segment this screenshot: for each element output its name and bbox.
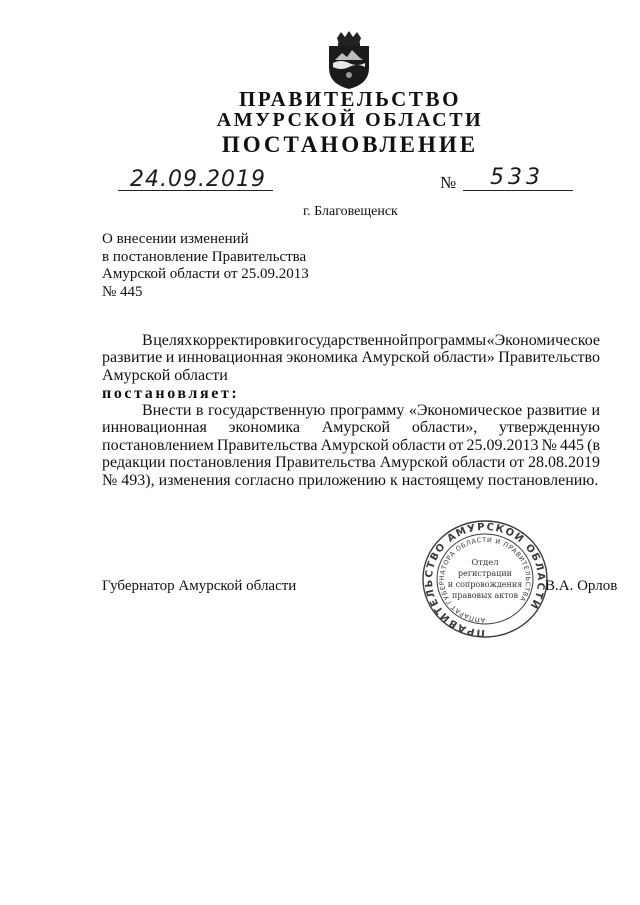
stamp-center-line: правовых актов (452, 591, 518, 600)
subject-line: Амурской области от 25.09.2013 (102, 266, 309, 282)
subject-line: в постановление Правительства (102, 248, 307, 265)
operative-line-2: инновационная экономика Амурской области», утвержденную (102, 419, 600, 437)
subject-block (102, 231, 309, 301)
operative-line-3: постановлением Правительства Амурской области от 25.09.2013 № 445 (в (102, 436, 600, 454)
header-region: АМУРСКОЙ ОБЛАСТИ (216, 109, 484, 131)
date-underline (118, 190, 273, 191)
number-underline (463, 190, 573, 191)
preamble-line-2: развитие и инновационная экономика Амурской области» Правительство (102, 349, 600, 367)
signatory-title: Губернатор Амурской области (102, 578, 297, 594)
signatory-name: В.А. Орлов (545, 578, 618, 594)
amur-coat-of-arms-icon (325, 30, 373, 90)
operative-line-5: № 493), изменения согласно приложению к настоящему постановлению. (102, 471, 599, 489)
document-date: 24.09.2019 (130, 167, 266, 192)
preamble-line-1: В целях корректировки государственной программы «Экономическое (142, 332, 600, 349)
operative-line-4: редакции постановления Правительства Амурской области от 28.08.2019 (102, 454, 600, 472)
document-number: 533 (490, 165, 544, 190)
stamp-inner-text: АППАРАТ ГУБЕРНАТОРА ОБЛАСТИ И ПРАВИТЕЛЬСТВА (437, 535, 533, 625)
subject-line: № 445 (102, 283, 143, 300)
subject-line: О внесении изменений (102, 231, 249, 247)
official-stamp (420, 518, 550, 640)
operative-line-1: Внести в государственную программу «Экономическое развитие и (142, 402, 600, 419)
city-label: г. Благовещенск (303, 204, 398, 219)
number-label: № (440, 173, 457, 192)
stamp-center-line: и сопровождения (447, 580, 523, 589)
stamp-center-line: Отдел (471, 558, 499, 568)
stamp-outer-text: ПРАВИТЕЛЬСТВО АМУРСКОЙ ОБЛАСТИ (423, 521, 547, 639)
preamble-paragraph (102, 332, 600, 384)
document-type-title: ПОСТАНОВЛЕНИЕ (221, 132, 479, 157)
preamble-line-3: Амурской области (102, 366, 228, 384)
stamp-center-line: регистрации (458, 569, 512, 578)
decrees-word: постановляет: (102, 385, 240, 402)
header-government: ПРАВИТЕЛЬСТВО (238, 87, 462, 111)
operative-paragraph (102, 402, 600, 489)
